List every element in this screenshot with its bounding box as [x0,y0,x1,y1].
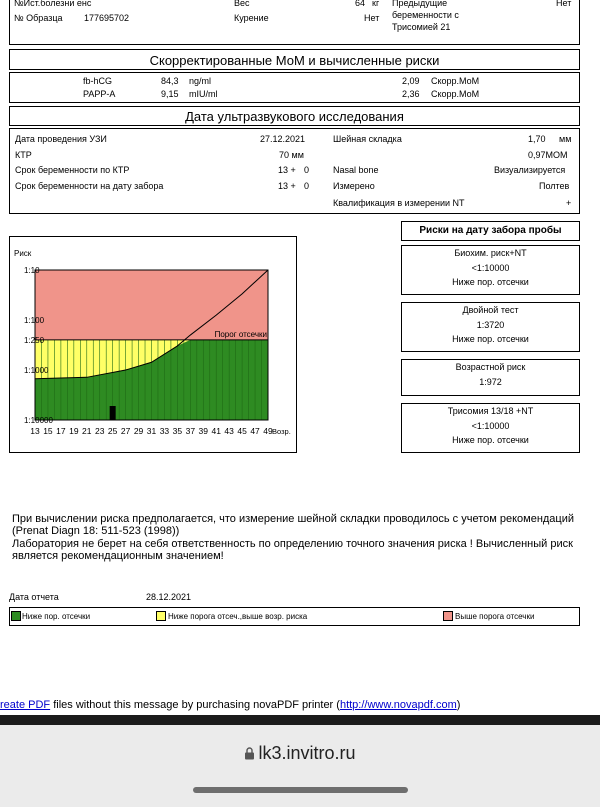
term-draw-weeks: 13 + [278,181,296,191]
previous-label-1: Предыдущие [392,0,448,8]
nt-unit: мм [559,134,572,144]
x-tick-label: 21 [82,426,92,436]
y-tick-label: 1:100 [24,316,45,325]
term-draw-label: Срок беременности на дату забора [15,181,164,191]
previous-label-3: Трисомией 21 [392,22,451,32]
age-risk-box [401,359,580,396]
mom-row-mom-label: Скорр.МоМ [431,76,480,86]
x-tick-label: 47 [250,426,260,436]
mom-row-value: 9,15 [161,89,179,99]
trisomy-13-18-box [401,403,580,453]
mom-row-name: fb-hCG [83,76,113,86]
mom-row-value: 84,3 [161,76,179,86]
mom-section-title: Скорректированные МоМ и вычисленные риски [149,53,440,68]
risk-value: <1:10000 [471,420,510,431]
x-tick-label: 27 [120,426,131,436]
qualification-value: + [566,198,572,208]
mom-row-mom: 2,09 [402,76,420,86]
risks-title: Риски на дату забора пробы [419,225,562,236]
report-date-label: Дата отчета [9,592,59,602]
x-tick-label: 45 [237,426,247,436]
y-tick-label: 1:10 [24,266,40,275]
x-tick-label: 37 [185,426,196,436]
legend-swatch-below [11,611,21,621]
us-date-label: Дата проведения УЗИ [15,134,107,144]
double-test-box [401,302,580,352]
footer-text-end: ) [456,699,461,711]
create-pdf-link[interactable]: reate PDF [0,699,51,711]
risk-value: 1:972 [479,376,502,387]
risk-chart [10,237,296,452]
risk-name: Двойной тест [462,305,519,315]
smoking-label: Курение [234,13,269,23]
x-tick-label: 15 [43,426,53,436]
browser-address-bar[interactable] [0,725,600,807]
previous-label-2: беременности с [392,10,459,20]
mom-row-name: PAPP-A [83,89,116,99]
x-tick-label: 17 [56,426,66,436]
weight-value: 64 [355,0,366,8]
measured-value: Полтев [539,181,570,191]
x-tick-label: 41 [211,426,221,436]
term-ktr-weeks: 13 + [278,165,296,175]
risk-value: 1:3720 [476,319,505,330]
qualification-label: Квалификация в измерении NT [333,198,465,208]
nt-mom: 0,97МОМ [528,150,568,160]
smoking-value: Нет [364,13,380,23]
sample-label: № Образца [14,13,63,23]
note-line-1: При вычислении риска предполагается, что измерение шейной складки проводилось с учетом рекомендаций [12,513,575,525]
y-tick-label: 1:10000 [24,416,53,425]
x-tick-label: 43 [224,426,234,436]
x-tick-label: 23 [94,426,105,436]
x-tick-label: 13 [30,426,40,436]
note-line-4: является рекомендационным значением! [12,550,224,562]
y-tick-label: 1:250 [24,335,45,345]
mom-row-mom: 2,36 [402,89,420,99]
nt-value: 1,70 [528,134,546,144]
risk-name: Биохим. риск+NT [454,248,527,258]
report-date-value: 28.12.2021 [146,592,192,602]
biochem-risk-box [401,245,580,295]
us-section-header [9,106,580,126]
patient-marker [110,406,116,420]
pdf-footer [0,699,460,711]
risk-status: Ниже пор. отсечки [452,334,529,344]
page-bottom-edge [0,715,600,725]
cutoff-label: Порог отсечки [214,329,267,339]
x-tick-label: 25 [107,426,118,436]
legend-between-label: Ниже порога отсеч.,выше возр. риска [168,612,308,621]
lock-icon [244,747,255,760]
nasal-label: Nasal bone [333,165,379,175]
x-tick-label: 39 [198,426,209,436]
y-tick-label: 1:1000 [24,366,49,375]
url-text: lk3.invitro.ru [258,743,356,763]
previous-value: Нет [556,0,572,8]
note-line-2: (Prenat Diagn 18: 511-523 (1998)) [12,525,180,537]
note-line-3: Лаборатория не берет на себя ответственность по определению точного значения риска ! Вычисленный риск [12,538,573,550]
mom-row-unit: ng/ml [189,76,212,86]
risk-status: Ниже пор. отсечки [452,435,529,445]
us-date-value: 27.12.2021 [260,134,306,144]
legend-swatch-between [156,611,166,621]
risk-name: Возрастной риск [455,362,526,372]
measured-label: Измерено [333,181,375,191]
x-tick-label: 19 [69,426,79,436]
chart-y-label: Риск [14,249,32,258]
legend-swatch-above [443,611,453,621]
x-tick-label: 35 [172,426,183,436]
mom-row-unit: mIU/ml [189,89,218,99]
nt-label: Шейная складка [333,134,402,144]
address-pill[interactable] [0,743,600,764]
x-tick-label: 49 [263,426,273,436]
ktr-value: 70 мм [279,150,304,160]
term-ktr-label: Срок беременности по КТР [15,165,130,175]
home-indicator[interactable] [193,787,408,793]
term-draw-days: 0 [304,181,310,191]
history-label: №Ист.болезни енс [14,0,92,8]
legend-above-label: Выше порога отсечки [455,612,535,621]
nasal-value: Визуализируется [494,165,566,175]
mom-section-header [9,49,580,70]
risk-status: Ниже пор. отсечки [452,277,529,287]
mom-row-mom-label: Скорр.МоМ [431,89,480,99]
weight-label: Вес [234,0,250,8]
novapdf-link[interactable]: http://www.novapdf.com [339,699,457,711]
x-tick-label: 31 [146,426,157,436]
sample-value: 177695702 [84,13,130,23]
legend-below-label: Ниже пор. отсечки [22,612,91,621]
risks-title-box [401,221,580,241]
x-tick-label: 33 [159,426,170,436]
ktr-label: КТР [15,150,32,160]
weight-unit: кг [372,0,380,8]
x-tick-label: 29 [133,426,144,436]
risk-name: Трисомия 13/18 +NT [447,406,534,416]
risk-value: <1:10000 [471,262,510,273]
x-axis-label: Возр. [272,427,291,436]
term-ktr-days: 0 [304,165,310,175]
us-section-title: Дата ультразвукового исследования [185,109,404,124]
footer-text: files without this message by purchasing novaPDF printer ( [50,699,340,711]
